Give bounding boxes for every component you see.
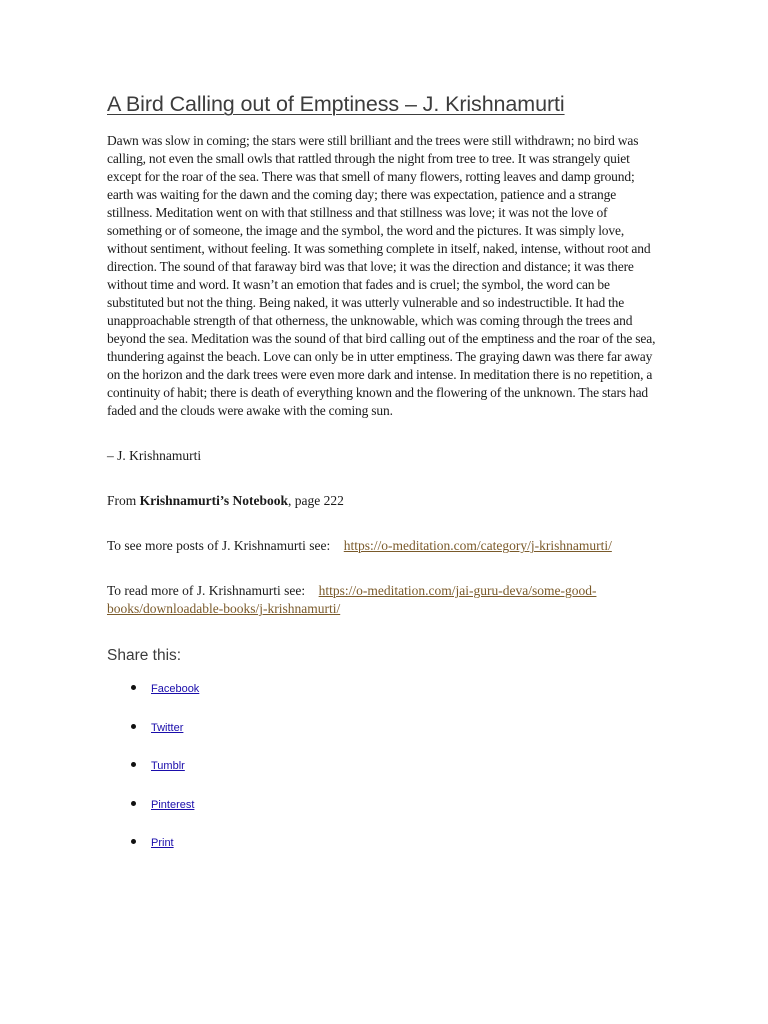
share-print-link[interactable]: Print (151, 837, 174, 849)
share-item-print (107, 837, 663, 876)
share-twitter-link[interactable]: Twitter (151, 721, 184, 734)
share-item-tumblr (107, 760, 663, 799)
bullet-icon (131, 724, 136, 729)
source-book-title: Krishnamurti’s Notebook (139, 493, 289, 508)
source-suffix: , page 222 (288, 493, 344, 508)
bullet-icon (131, 801, 136, 806)
more-posts-link[interactable]: https://o-meditation.com/category/j-krishnamurti/ (343, 538, 612, 553)
share-item-facebook (107, 683, 663, 722)
read-more-line (107, 582, 663, 618)
share-facebook-link[interactable]: Facebook (151, 683, 200, 695)
article (107, 92, 663, 876)
article-body: Dawn was slow in coming; the stars were still brilliant and the trees were still withdrawn; no bird was calling, not even the small owls that rattled through the night from tree to tree. It was strangely quiet except for the roar of the sea. There was that smell of many flowers, rotting leaves and damp ground; earth was waiting for the dawn and the coming day; there was expectation, patience and a strange stillness. Meditation went on with that stillness and that stillness was love; it was not the love of something or of someone, the image and the symbol, the word and the pictures. It was simply love, without sentiment, without feeling. It was something complete in itself, naked, intense, without root and direction. The sound of that faraway bird was that love; it was the direction and distance; it was there without time and word. It wasn’t an emotion that fades and is cruel; the symbol, the word can be substituted but not the thing. Being naked, it was utterly vulnerable and so indestructible. It had the unapproachable strength of that otherness, the unknowable, which was coming through the trees and beyond the sea. Meditation was the sound of that bird calling out of the emptiness and the roar of the sea, thundering against the beach. Love can only be in utter emptiness. The graying dawn was there far away on the horizon and the dark trees were even more dark and intense. In meditation there is no repetition, a continuity of habit; there is death of everything known and the flowering of the unknown. The stars had faded and the clouds were awake with the coming sun. (107, 133, 656, 418)
more-posts-line (107, 537, 663, 555)
share-pinterest-link[interactable]: Pinterest (151, 798, 195, 811)
source-prefix: From (107, 493, 140, 508)
source-line (107, 492, 663, 510)
read-more-text: To read more of J. Krishnamurti see: (107, 583, 306, 598)
signature: – J. Krishnamurti (107, 448, 202, 463)
bullet-icon (131, 685, 136, 690)
share-tumblr-link[interactable]: Tumblr (151, 760, 185, 772)
bullet-icon (131, 762, 136, 767)
page-title: A Bird Calling out of Emptiness – J. Krishnamurti (107, 92, 565, 116)
share-list (107, 683, 663, 876)
read-more-link[interactable]: https://o-meditation.com/jai-guru-deva/some-good-books/downloadable-books/j-krishnamurti/ (107, 583, 597, 616)
share-item-twitter (107, 722, 663, 761)
more-posts-text: To see more posts of J. Krishnamurti see: (107, 538, 331, 553)
share-heading: Share this: (107, 647, 182, 664)
share-item-pinterest (107, 799, 663, 838)
bullet-icon (131, 839, 136, 844)
